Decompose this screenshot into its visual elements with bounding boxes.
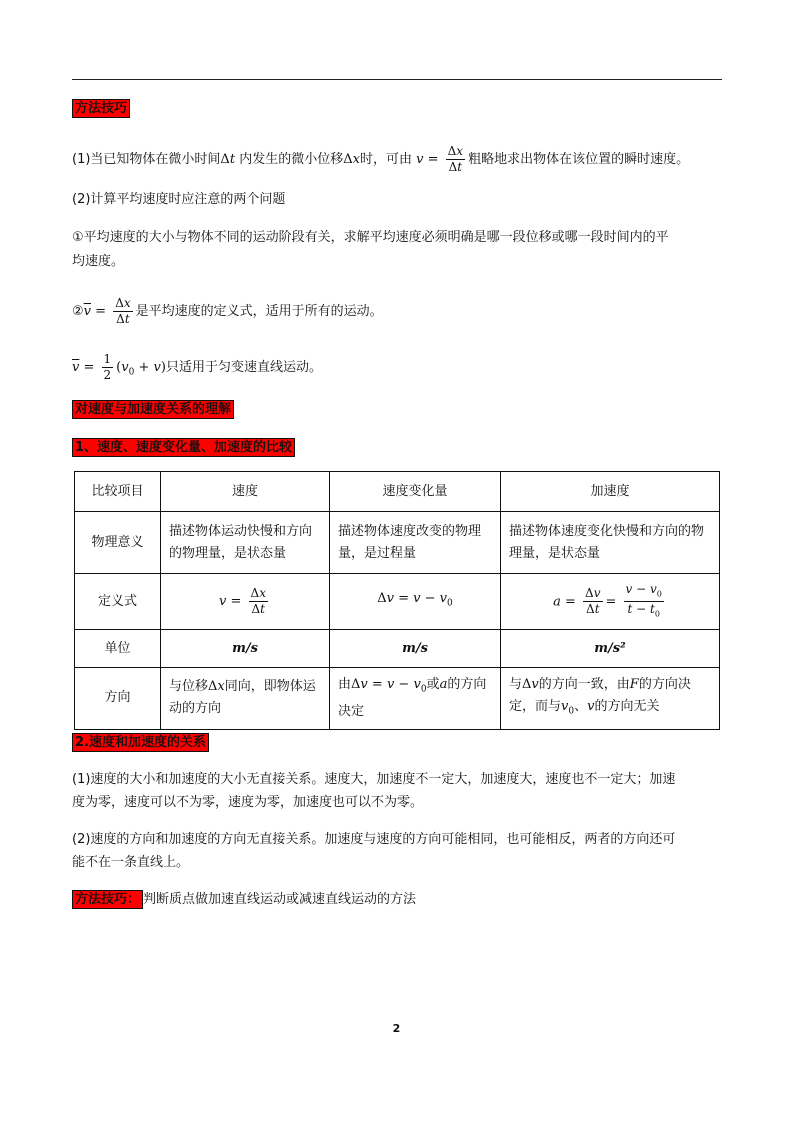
- fraction-dx-dt: $\frac{\Delta x}{\Delta t}$: [447, 144, 464, 174]
- table-cell: 方向: [75, 668, 161, 730]
- direction-velocity: 与位移Δx同向，即物体运动的方向: [161, 668, 330, 730]
- table-row: [75, 472, 720, 512]
- table-cell: m/s: [161, 630, 330, 668]
- paragraph-uniform-acceleration: $\overline{v}$ = $\frac{1}{2}$ $(v_0 + v)$只适用于匀变速直线运动。: [72, 352, 322, 382]
- table-row: [75, 512, 720, 574]
- direction-acceleration: 与Δv的方向一致，由F的方向决定，而与$v_0$、v的方向无关: [501, 668, 720, 730]
- method-tag-2: 方法技巧：: [72, 890, 143, 909]
- table-header-cell: 速度变化量: [330, 472, 501, 512]
- paragraph-issue-1-line1: ①平均速度的大小与物体不同的运动阶段有关，求解平均速度必须明确是哪一段位移或哪一段时间内的平: [72, 230, 669, 245]
- page-number: 2: [392, 1022, 401, 1035]
- section-tag-relation: 2.速度和加速度的关系: [72, 733, 209, 752]
- fraction-dx-dt-avg: $\frac{\Delta x}{\Delta t}$: [115, 296, 131, 326]
- table-cell: 物理意义: [75, 512, 161, 574]
- section-tag-comparison: 1、速度、速度变化量、加速度的比较: [72, 438, 295, 457]
- fraction-one-half: $\frac{1}{2}$: [103, 352, 112, 382]
- table-cell: 单位: [75, 630, 161, 668]
- table-cell: 描述物体运动快慢和方向的物理量，是状态量: [161, 512, 330, 574]
- formula-acceleration: a = $\frac{\Delta v}{\Delta t}$ = $\frac{v - v_0}{t - t_0}$: [501, 574, 720, 630]
- comparison-table: [74, 471, 720, 730]
- table-cell: 描述物体速度改变的物理量，是过程量: [330, 512, 501, 574]
- table-cell: 定义式: [75, 574, 161, 630]
- paragraph-issue-1-line2: 均速度。: [72, 254, 125, 269]
- paragraph-method-2: 方法技巧： 判断质点做加速直线运动或减速直线运动的方法: [72, 890, 416, 910]
- paragraph-relation-1-line1: (1)速度的大小和加速度的大小无直接关系。速度大，加速度不一定大，加速度大，速度也不一定大；加速: [72, 772, 676, 787]
- table-cell: m/s: [330, 630, 501, 668]
- paragraph-relation-1-line2: 度为零，速度可以不为零，速度为零，加速度也可以不为零。: [72, 795, 424, 810]
- formula-velocity-change: $\Delta v = v - v_0$: [330, 574, 501, 630]
- table-cell: m/s²: [501, 630, 720, 668]
- method-tag: 方法技巧: [72, 99, 130, 118]
- table-row: [75, 668, 720, 730]
- table-header-cell: 加速度: [501, 472, 720, 512]
- paragraph-issue-2: $②\overline{v}$ = $\frac{\Delta x}{\Delta t}$ 是平均速度的定义式，适用于所有的运动。: [72, 296, 383, 326]
- header-rule: [72, 79, 722, 80]
- table-header-cell: 速度: [161, 472, 330, 512]
- paragraph-average-velocity-issues: (2)计算平均速度时应注意的两个问题: [72, 192, 286, 207]
- table-row: [75, 630, 720, 668]
- direction-velocity-change: 由$\Delta v = v - v_0$或a的方向决定: [330, 668, 501, 730]
- table-header-cell: 比较项目: [75, 472, 161, 512]
- table-row: [75, 574, 720, 630]
- paragraph-instant-velocity: (1)当已知物体在微小时间Δt 内发生的微小位移Δx时，可由 v = $\frac{\Delta x}{\Delta t}$ 粗略地求出物体在该位置的瞬时速度。: [72, 144, 690, 174]
- section-tag-understanding: 对速度与加速度关系的理解: [72, 400, 234, 419]
- paragraph-relation-2-line2: 能不在一条直线上。: [72, 855, 190, 870]
- formula-velocity: v = $\frac{\Delta x}{\Delta t}$: [161, 574, 330, 630]
- table-cell: 描述物体速度变化快慢和方向的物理量，是状态量: [501, 512, 720, 574]
- paragraph-relation-2-line1: (2)速度的方向和加速度的方向无直接关系。加速度与速度的方向可能相同，也可能相反，两者的方向还可: [72, 832, 676, 847]
